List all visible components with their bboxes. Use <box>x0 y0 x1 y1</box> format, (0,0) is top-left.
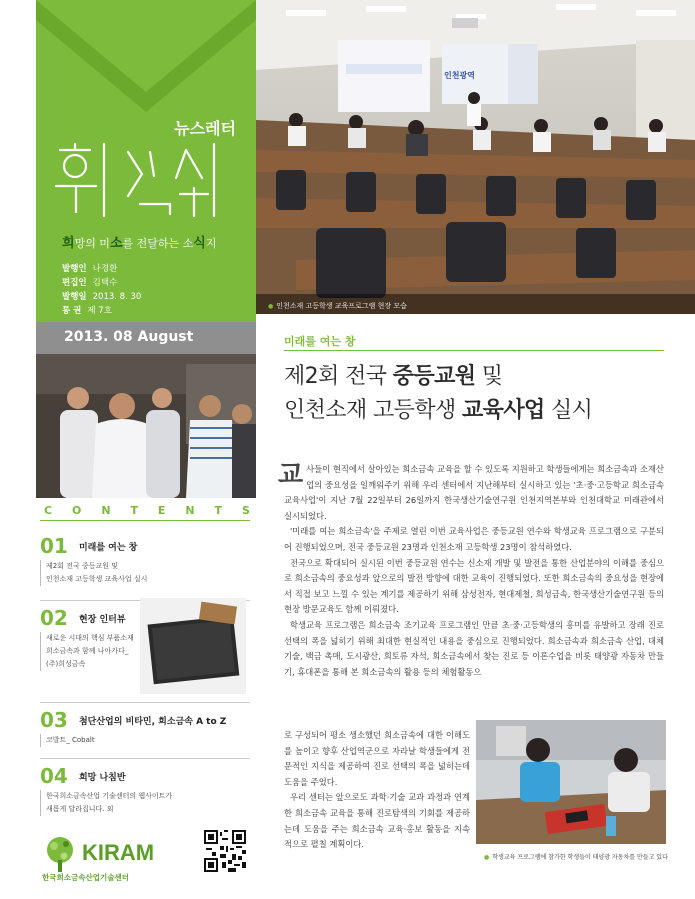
pubinfo-row: 발행일 2013. 8. 30 <box>62 292 142 302</box>
contents-separator <box>40 702 250 703</box>
kiram-subtitle: 한국희소금속산업기술센터 <box>42 873 129 882</box>
newsletter-label: 뉴스레터 <box>174 119 236 138</box>
contents-number: 04 <box>40 764 68 788</box>
contents-item[interactable] <box>40 764 250 816</box>
interview-photo <box>36 354 256 498</box>
publication-info <box>62 262 141 318</box>
qr-code[interactable] <box>204 830 246 872</box>
contents-sub: 제2회 전국 중등교원 및 인천소재 고등학생 교육사업 실시 <box>40 560 250 586</box>
drop-cap: 교 <box>278 460 304 490</box>
contents-heading-text: 미래를 여는 창 <box>78 542 138 553</box>
contents-heading-text: 첨단산업의 비타민, 희소금속 A to Z <box>78 716 227 727</box>
contents-heading-text: 현장 인터뷰 <box>78 614 126 625</box>
article-body: 교사들이 현직에서 살아있는 희소금속 교육을 할 수 있도록 지원하고 학생들에게는 희소금속과 소재산업의 중요성을 일깨워주기 위해 우리 센터에서 지난해부터 실시하고 있는 '초·중·고등학교 희소금속 교육사업'이 지난 7월 22일부터 26일까지 한국생산기술연구원 인천지역본부와 인천대학교 미래관에서 실시되었다. '미래를 여는 희소금속'을 주제로 열린 이번 교육사업은 중등교원 연수와 학생교육 프로그램으로 구분되어 진행되었으며, 전국 중등교원 23명과 인천소재 고등학생 23명이 참석하였다. 전국으로 확대되어 실시된 이번 중등교원 연수는 신소재 개발 및 발전을 통한 산업분야의 이해를 중심으로 희소금속의 중요성과 앞으로의 발전 방향에 대한 교육이 진행되었다. 또한 희소금속의 중요성을 현장에서 직접 보고 느낄 수 있는 계기를 제공하기 위해 삼성전자, 현대제철, 희성금속, 한국생산기술연구원 등의 현장 방문교육도 함께 이뤄졌다. 학생교육 프로그램은 희소금속 조기교육 프로그램인 만큼 초·중·고등학생의 흥미를 유발하고 장래 진로 선택의 폭을 넓히기 위해 최대한 현실적인 내용을 중심으로 진행되었다. 희소금속과 희소금속 산업, 대체 기술, 백금 촉매, 도시광산, 희토류 자석, 희소금속에서 찾는 진로 등 이론수업을 비롯 태양광 자동차 만들기, 휴대폰을 통해 본 희소금속의 활용 등의 체험활동으 <box>278 460 664 677</box>
contents-number: 02 <box>40 606 68 630</box>
tagline: 희망의 미소를 전달하는 소식지 <box>62 236 217 251</box>
contents-separator <box>40 758 250 759</box>
students-photo <box>476 720 666 844</box>
hero-caption: ● 인천소재 고등학생 교육프로그램 현장 모습 <box>268 301 407 311</box>
item-thumbnail <box>140 598 246 694</box>
contents-sub: 한국희소금속산업 기술센터의 웹사이트가 새롭게 달라집니다. 외 <box>40 790 250 816</box>
pubinfo-row: 통 권 제 7호 <box>62 306 112 316</box>
students-photo-caption: ● 학생교육 프로그램에 참가한 학생들이 태양광 자동차를 만들고 있다 <box>484 852 668 861</box>
article-body-continued: 로 구성되어 평소 생소했던 희소금속에 대한 이해도를 높이고 향후 산업역군으로 자라날 학생들에게 전문적인 지식을 제공하여 진로 선택의 폭을 넓히는데 도움을 주었다. 우리 센터는 앞으로도 과학·기술 교과 과정과 연계한 희소금속 교육을 통해 진로탐색의 기회를 제공하는데 도움을 주는 희소금속 교육·홍보 활동을 지속적으로 펼칠 계획이다. <box>284 730 470 850</box>
left-column <box>0 0 256 899</box>
issue-date-bar: 2013. 08 August <box>36 322 256 354</box>
brand-title-text: 희소식 <box>50 140 53 141</box>
article-headline: 제2회 전국 중등교원 및 인천소재 고등학생 교육사업 실시 <box>284 364 593 423</box>
hero-screen-text: 인천광역 <box>444 71 475 80</box>
contents-sub: 새로운 시대의 핵심 부품소재 희소금속과 함께 나아가다_ (주)희성금속 <box>40 632 144 671</box>
contents-item[interactable] <box>40 708 250 747</box>
pubinfo-row: 발행인 나경환 <box>62 264 118 274</box>
contents-sub: 코발트_ Cobalt <box>40 734 250 747</box>
kiram-wordmark: KIRAM <box>82 840 155 865</box>
masthead <box>36 0 256 322</box>
tree-icon <box>47 837 73 872</box>
section-divider <box>284 350 664 351</box>
contents-heading: C O N T E N T S <box>44 504 250 517</box>
brand-title <box>50 140 250 220</box>
section-label: 미래를 여는 창 <box>284 335 356 348</box>
kiram-logo <box>40 832 190 884</box>
contents-number: 01 <box>40 534 68 558</box>
hero-photo <box>256 0 695 314</box>
pubinfo-row: 편집인 김택수 <box>62 278 118 288</box>
contents-divider <box>40 520 250 521</box>
contents-item[interactable] <box>40 534 250 586</box>
contents-heading-text: 희망 나침반 <box>78 772 126 783</box>
contents-number: 03 <box>40 708 68 732</box>
